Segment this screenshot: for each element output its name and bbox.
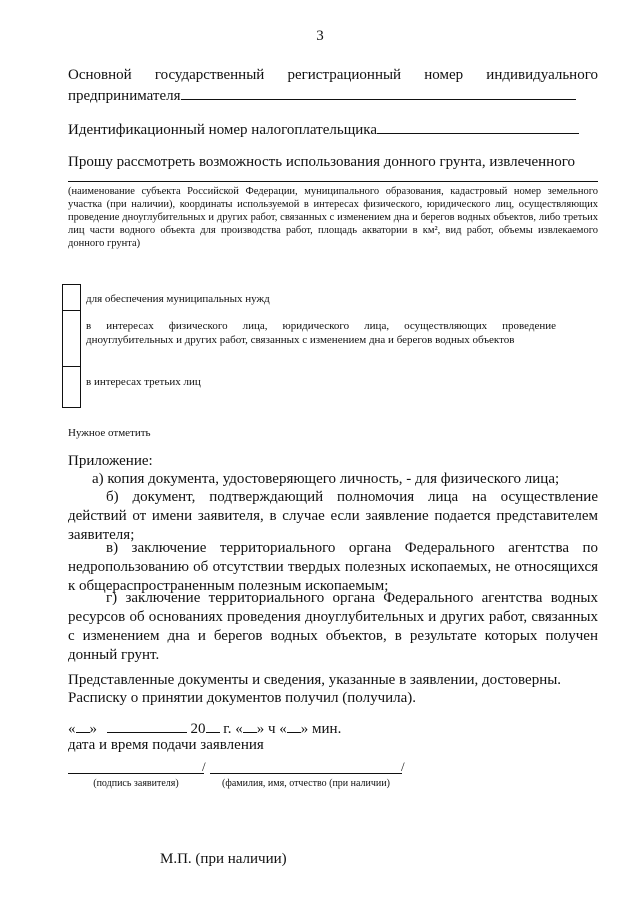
ogrnip-field[interactable] (181, 85, 576, 100)
attachments-title: Приложение: (68, 453, 153, 469)
ogrnip-row (68, 85, 578, 106)
mark-note: Нужное отметить (68, 427, 151, 439)
year-prefix: 20 (190, 721, 206, 737)
day-field[interactable] (76, 718, 90, 733)
page-number: 3 (316, 28, 324, 44)
attachment-g: г) заключение территориального органа Федерального агентства водных ресурсов об основаниях проведения дноуглубительных и других работ, связанных с изменением дна и берегов водных объектов, в результате которых получен донный грунт. (68, 590, 598, 663)
fullname-caption: (фамилия, имя, отчество (при наличии) (222, 778, 390, 789)
inn-row (68, 119, 588, 140)
attachment-a: а) копия документа, удостоверяющего личность, - для физического лица; (92, 471, 560, 487)
request-text: Прошу рассмотреть возможность использования донного грунта, извлеченного (68, 154, 575, 170)
ogrnip-label-cont: предпринимателя (68, 88, 181, 104)
attachment-v: в) заключение территориального органа Федерального агентства по недропользованию об отсутствии твердых полезных ископаемых, не относящихся к общераспространенным полезным ископаемым; (68, 540, 598, 594)
hours-field[interactable] (243, 718, 257, 733)
inn-field[interactable] (377, 119, 579, 134)
date-quote-open: « (68, 721, 76, 737)
date-time-label: дата и время подачи заявления (68, 737, 264, 753)
checkbox-municipal[interactable] (62, 284, 81, 311)
checkbox-dredging-entities[interactable] (62, 310, 81, 367)
ogrnip-label: Основной государственный регистрационный номер индивидуального (68, 67, 598, 83)
inn-label: Идентификационный номер налогоплательщика (68, 122, 378, 138)
minutes-suffix: » мин. (300, 721, 342, 737)
hours-suffix: » ч « (256, 721, 287, 737)
minutes-field[interactable] (287, 718, 301, 733)
attachment-b: б) документ, подтверждающий полномочия лица на осуществление действий от имени заявителя, в случае если заявление подается представителем заявителя; (68, 489, 598, 543)
fullname-field[interactable] (210, 773, 402, 774)
date-quote-close: » (89, 721, 97, 737)
stamp-place: М.П. (при наличии) (160, 851, 287, 867)
signature-caption: (подпись заявителя) (93, 778, 179, 789)
signature-slash-left: / (202, 759, 206, 774)
option-third-parties: в интересах третьих лиц (86, 376, 201, 388)
confirmation-receipt: Расписку о принятии документов получил (получила). (68, 690, 417, 706)
signature-field[interactable] (68, 773, 204, 774)
option-municipal: для обеспечения муниципальных нужд (86, 293, 270, 305)
request-hint: (наименование субъекта Российской Федерации, муниципального образования, кадастровый номер земельного участка (при наличии), координаты используемой в интересах физического, юридического лиц, осуществляющих проведение дноуглубительных и других работ, связанных с изменением дна и берегов водных объектов, либо третьих лиц части водного объекта для производства работ, площадь акватории в км², вид работ, объемы извлекаемого донного грунта) (68, 186, 598, 249)
year-suffix: г. « (223, 721, 243, 737)
confirmation-valid: Представленные документы и сведения, указанные в заявлении, достоверны. (68, 672, 562, 688)
checkbox-third-parties[interactable] (62, 366, 81, 408)
month-field[interactable] (107, 718, 187, 733)
option-dredging-entities: в интересах физического лица, юридического лица, осуществляющих проведение дноуглубительных и других работ, связанных с изменением дна и берегов водных объектов (86, 320, 556, 346)
request-field[interactable] (68, 181, 598, 182)
year-field[interactable] (206, 718, 220, 733)
signature-slash-right: / (401, 759, 405, 774)
